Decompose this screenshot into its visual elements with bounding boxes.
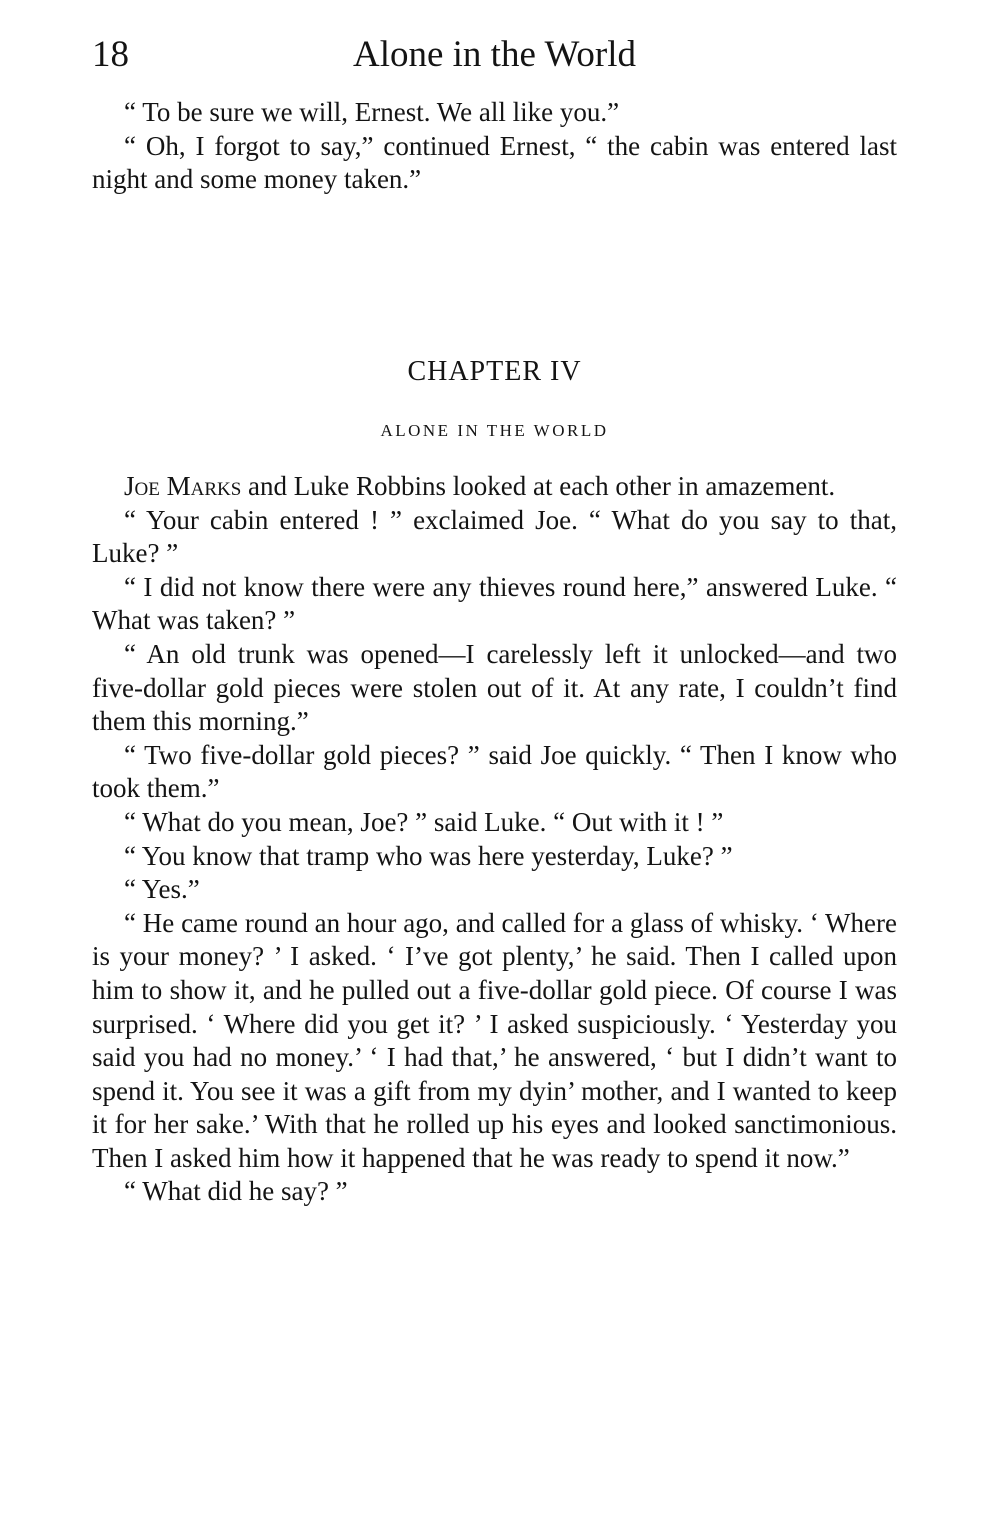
book-page — [92, 0, 897, 1539]
page-number: 18 — [92, 34, 129, 75]
paragraph: “ He came round an hour ago, and called for a glass of whisky. ‘ Where is your money? ’ I asked. ‘ I’ve got plenty,’ he said. Then I called upon him to show it, and he pulled out a five-dollar gold piece. Of course I was surprised. ‘ Where did you get it? ’ I asked suspiciously. ‘ Yesterday you said you had no money.’ ‘ I had that,’ he answered, ‘ but I didn’t want to spend it. You see it was a gift from my dyin’ mother, and I wanted to keep it for her sake.’ With that he rolled up his eyes and looked sanctimonious. Then I asked him how it happened that he was ready to spend it now.” — [92, 907, 897, 1173]
opening-rest: and Luke Robbins looked at each other in amazement. — [241, 471, 836, 501]
paragraph: “ Yes.” — [124, 874, 200, 905]
opening-paragraph — [92, 470, 897, 504]
running-head — [92, 30, 897, 80]
opening-lead-words: Joe Marks — [124, 471, 242, 501]
paragraph: “ To be sure we will, Ernest. We all like you.” — [124, 97, 620, 127]
continued-text — [92, 96, 897, 197]
paragraph: “ An old trunk was opened—I carelessly left it unlocked—and two five-dollar gold pieces were stolen out of it. At any rate, I couldn’t find them this morning.” — [92, 638, 897, 737]
paragraph: “ I did not know there were any thieves round here,” answered Luke. “ What was taken? ” — [92, 571, 897, 636]
paragraph: “ You know that tramp who was here yesterday, Luke? ” — [124, 840, 733, 871]
running-title: Alone in the World — [352, 34, 637, 75]
chapter-title: ALONE IN THE WORLD — [380, 421, 609, 440]
chapter-body — [92, 470, 897, 1209]
paragraph: “ Two five-dollar gold pieces? ” said Joe quickly. “ Then I know who took them.” — [92, 739, 897, 804]
chapter-number: CHAPTER IV — [407, 356, 582, 387]
paragraph: “ Oh, I forgot to say,” continued Ernest, “ the cabin was entered last night and some money taken.” — [92, 130, 897, 195]
paragraph: “ What do you mean, Joe? ” said Luke. “ Out with it ! ” — [124, 806, 724, 837]
paragraph: “ What did he say? ” — [124, 1176, 348, 1207]
paragraph: “ Your cabin entered ! ” exclaimed Joe. “ What do you say to that, Luke? ” — [92, 504, 897, 569]
